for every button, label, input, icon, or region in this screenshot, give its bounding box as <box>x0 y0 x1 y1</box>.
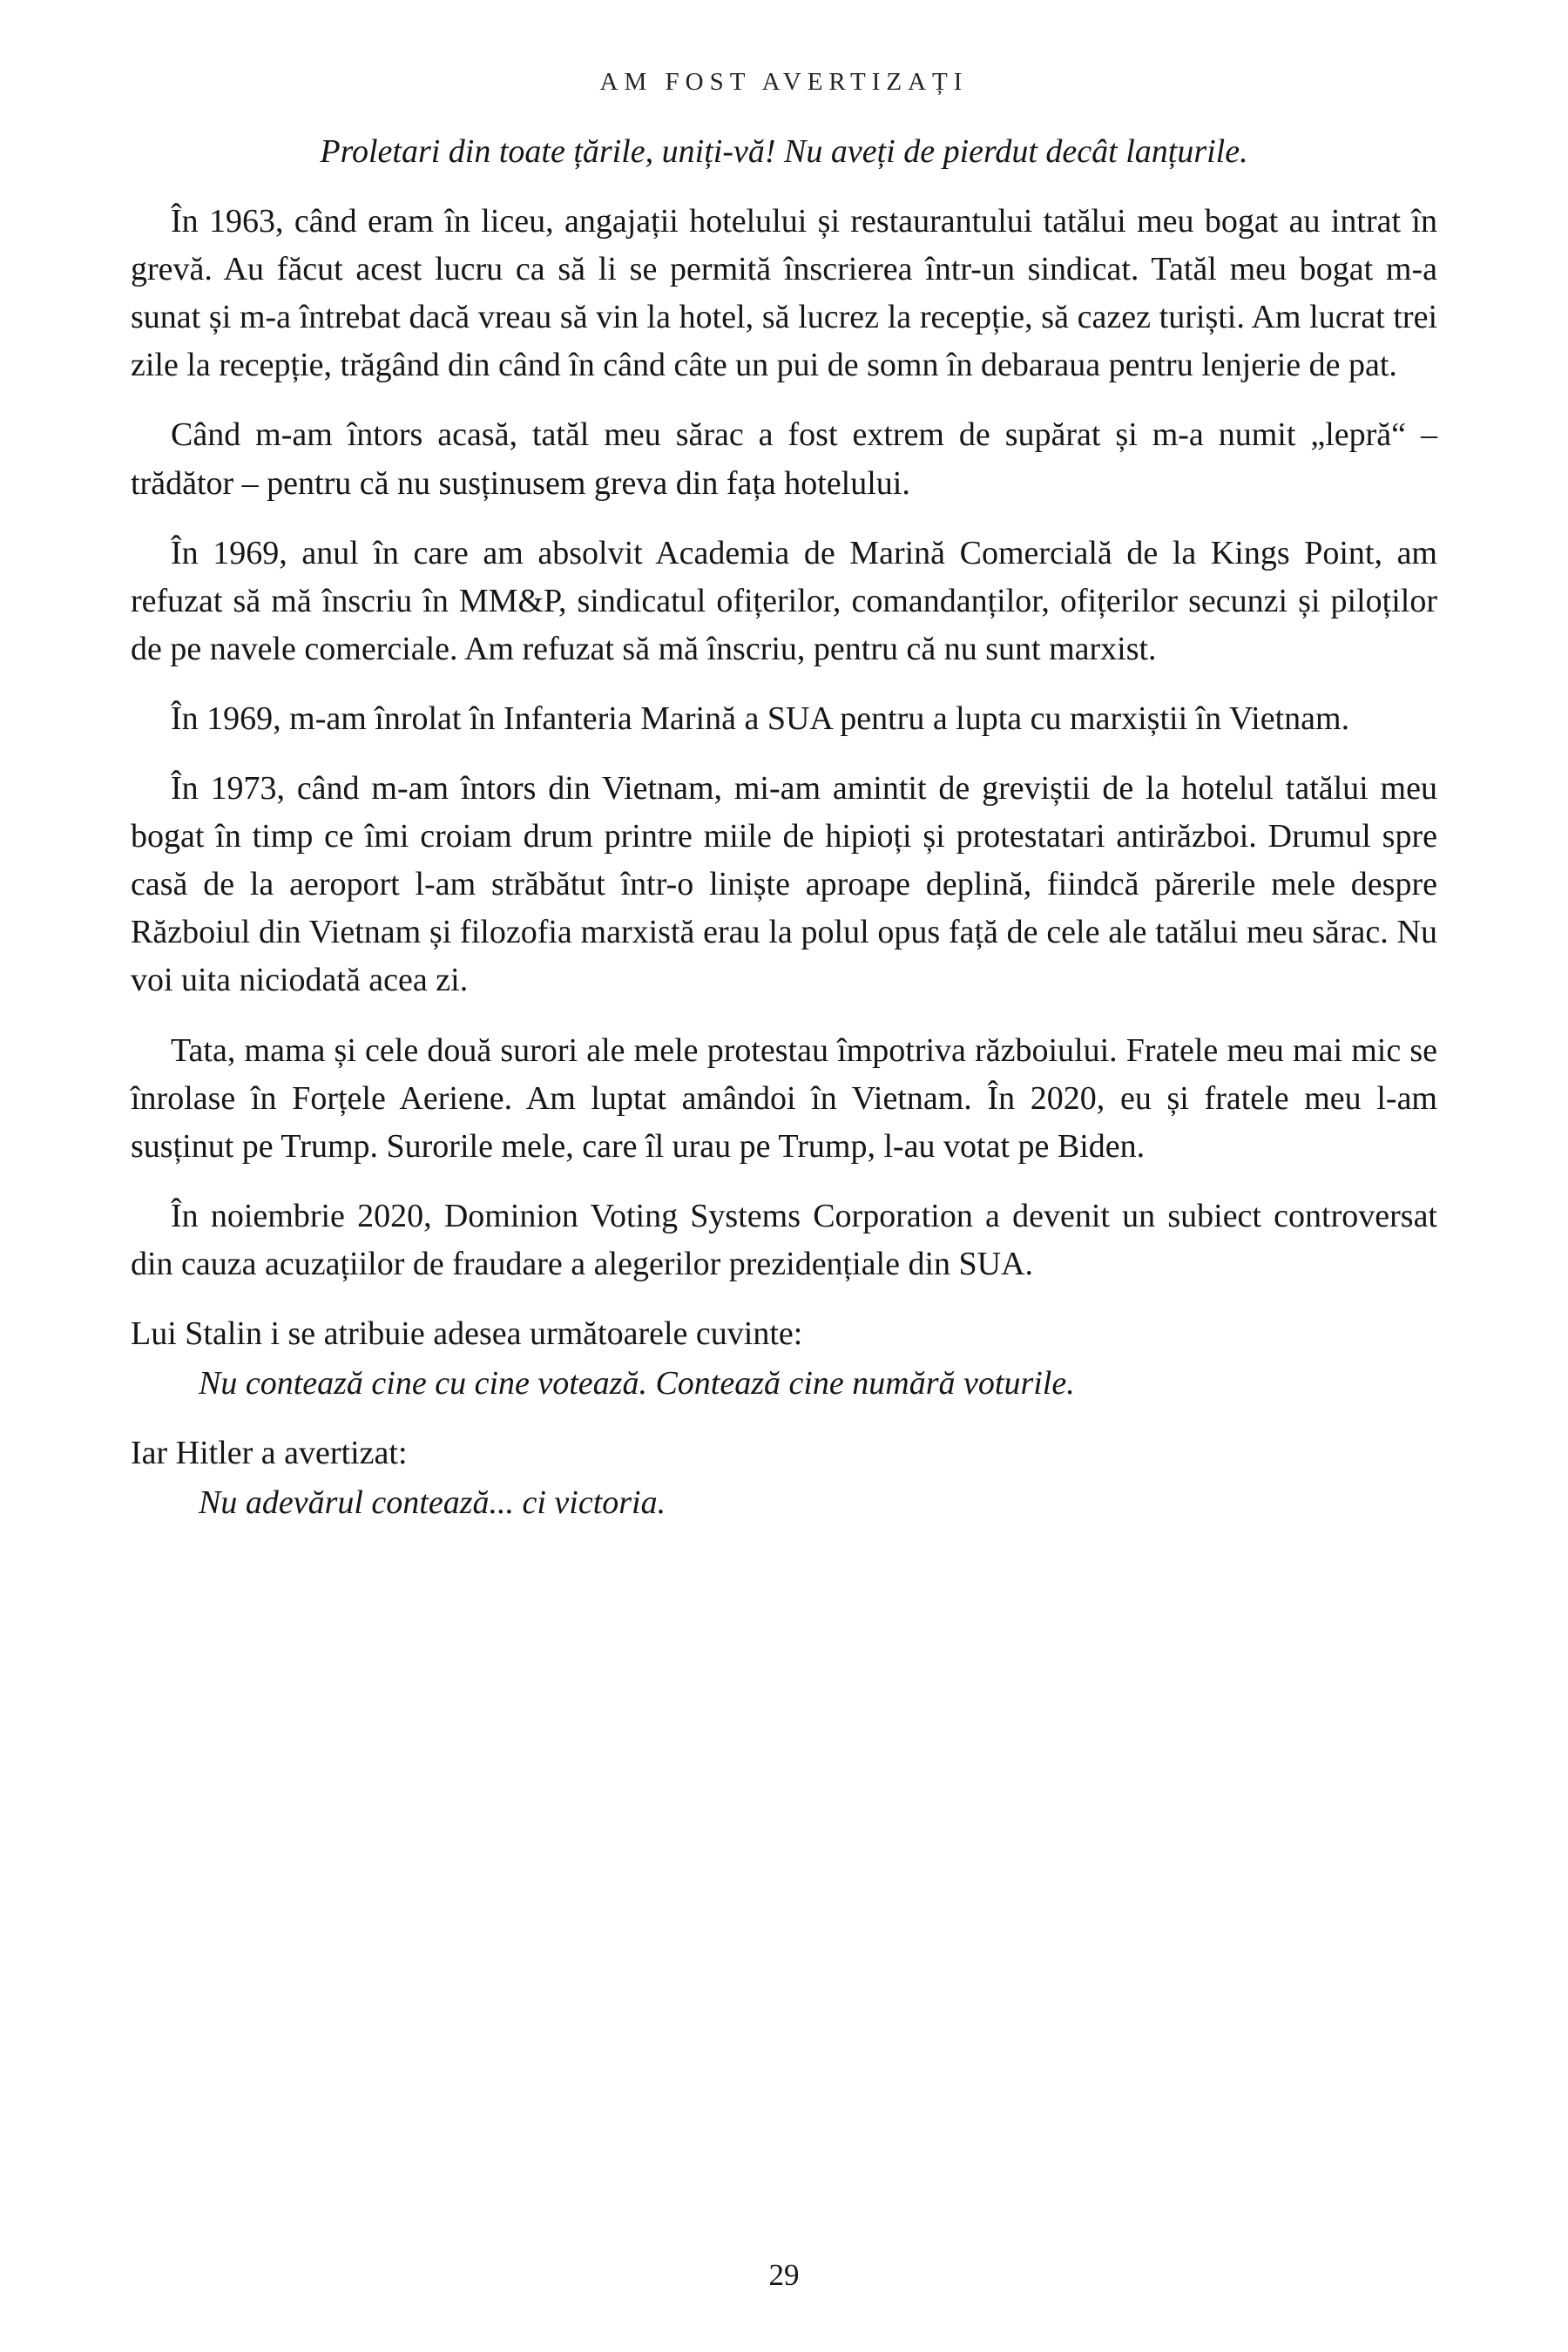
paragraph-1: În 1963, când eram în liceu, angajații hotelului și restaurantului tatălui meu bogat au intrat în grevă. Au făcut acest lucru ca să li se permită înscrierea într-un sindicat. Tatăl meu bogat m-a sunat și m-a întrebat dacă vreau să vin la hotel, să lucrez la recepție, să cazez turiști. Am lucrat trei zile la recepție, trăgând din când în când câte un pui de somn în debaraua pentru lenjerie de pat. <box>131 203 1437 384</box>
paragraph-6: Tata, mama și cele două surori ale mele protestau împotriva războiului. Fratele meu mai mic se înrolase în Forțele Aeriene. Am luptat amândoi în Vietnam. În 2020, eu și fratele meu l-am susținut pe Trump. Surorile mele, care îl urau pe Trump, l-au votat pe Biden. <box>131 1031 1437 1165</box>
hitler-quote: Nu adevărul contează... ci victoria. <box>199 1484 666 1522</box>
paragraph-7: În noiembrie 2020, Dominion Voting Systems Corporation a devenit un subiect controversat din cauza acuzațiilor de fraudare a alegerilor prezidențiale din SUA. <box>131 1197 1437 1282</box>
paragraph-3: În 1969, anul în care am absolvit Academia de Marină Comercială de la Kings Point, am refuzat să mă înscriu în MM&P, sindicatul ofițerilor, comandanților, ofițerilor secunzi și piloților de pe navele comerciale. Am refuzat să mă înscriu, pentru că nu sunt marxist. <box>131 534 1437 667</box>
stalin-quote: Nu contează cine cu cine votează. Contează cine numără voturile. <box>199 1365 1075 1402</box>
running-header: AM FOST AVERTIZAȚI <box>599 68 969 96</box>
stalin-quote-intro: Lui Stalin i se atribuie adesea următoarele cuvinte: <box>131 1315 803 1352</box>
page-body <box>131 128 1437 1527</box>
paragraph-5: În 1973, când m-am întors din Vietnam, mi-am amintit de greviștii de la hotelul tatălui meu bogat în timp ce îmi croiam drum printre miile de hipioți și protestatari antirăzboi. Drumul spre casă de la aeroport l-am străbătut într-o liniște aproape deplină, fiindcă părerile mele despre Războiul din Vietnam și filozofia marxistă erau la polul opus față de cele ale tatălui meu sărac. Nu voi uita niciodată acea zi. <box>131 770 1437 999</box>
page-number: 29 <box>768 2258 800 2292</box>
paragraph-4: În 1969, m-am înrolat în Infanteria Marină a SUA pentru a lupta cu marxiștii în Vietnam. <box>171 700 1350 737</box>
epigraph: Proletari din toate țările, uniți-vă! Nu aveți de pierdut decât lanțurile. <box>320 133 1248 170</box>
hitler-quote-intro: Iar Hitler a avertizat: <box>131 1435 408 1472</box>
paragraph-2: Când m-am întors acasă, tatăl meu sărac a fost extrem de supărat și m-a numit „lepră“ – trădător – pentru că nu susținusem greva din fața hotelului. <box>131 416 1437 502</box>
